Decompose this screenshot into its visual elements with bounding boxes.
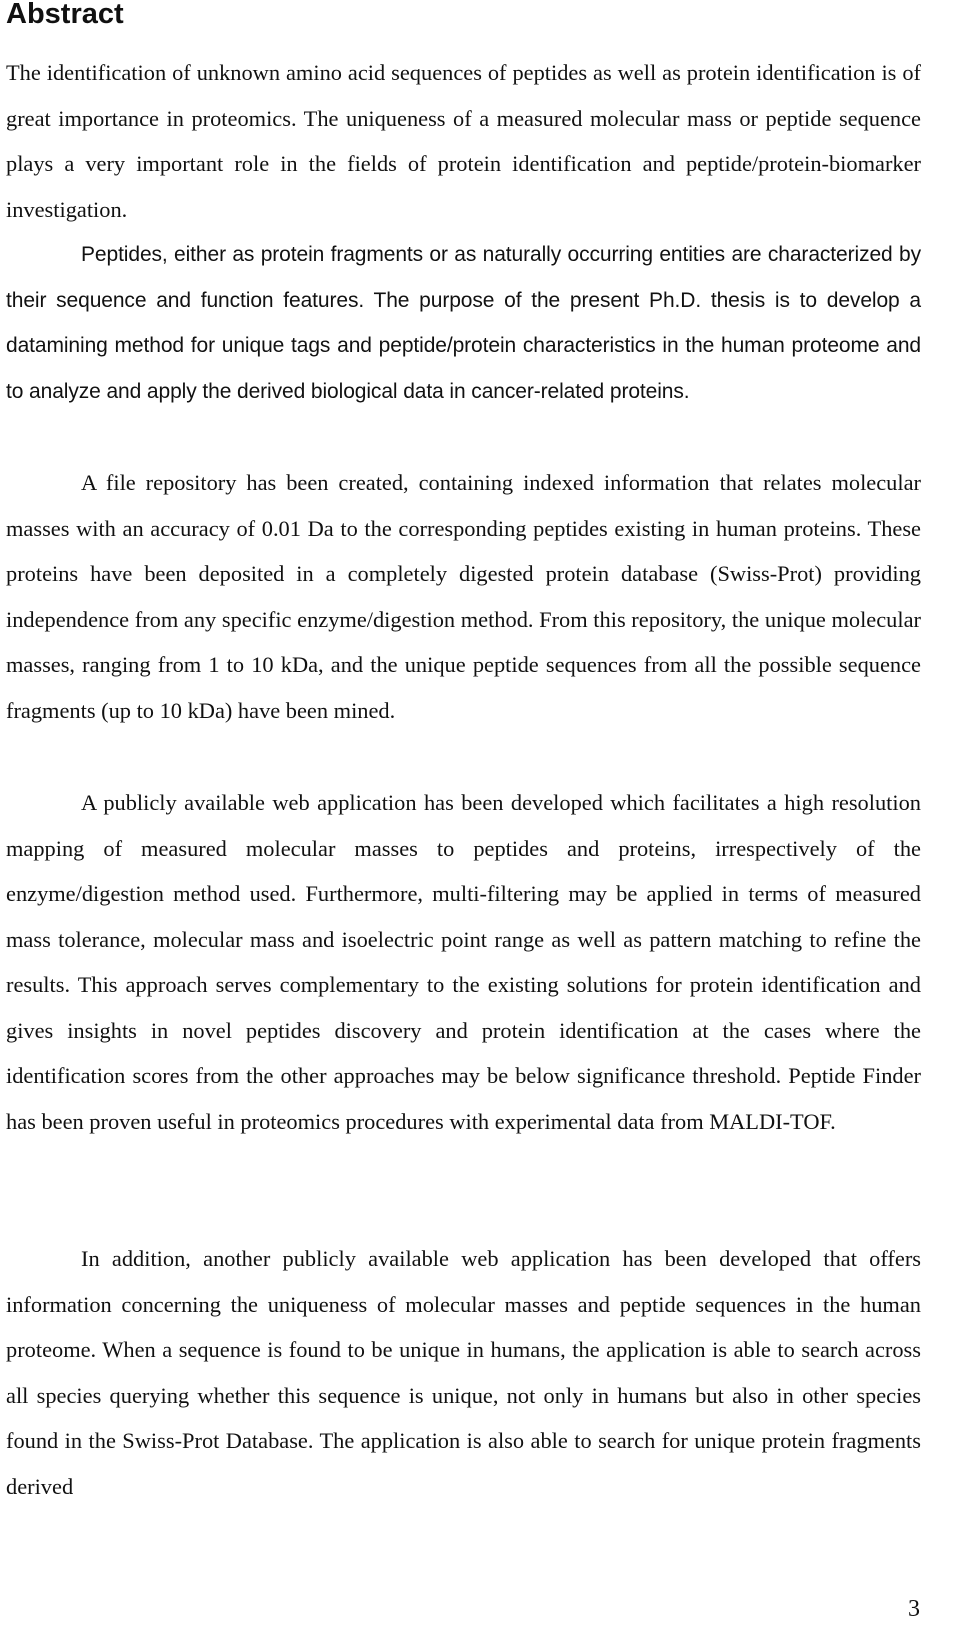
section-heading: Abstract (6, 0, 124, 30)
paragraph-web-application: A publicly available web application has been developed which facilitates a high resolution mapping of measured molecular masses to peptides and proteins, irrespectively of the enzyme/digestion method used. Furthermore, multi-filtering may be applied in terms of measured mass tolerance, molecular mass and isoelectric point range as well as pattern matching to refine the results. This approach serves complementary to the existing solutions for protein identification and gives insights in novel peptides discovery and protein identification at the cases where the identification scores from the other approaches may be below significance threshold. Peptide Finder has been proven useful in proteomics procedures with experimental data from MALDI-TOF. (6, 790, 921, 1134)
paragraph-intro: The identification of unknown amino acid sequences of peptides as well as protein identification is of great importance in proteomics. The uniqueness of a measured molecular mass or peptide sequence plays a very important role in the fields of protein identification and peptide/protein-biomarker investigation. (6, 60, 921, 222)
page-number: 3 (908, 1596, 920, 1622)
paragraph-purpose: Peptides, either as protein fragments or as naturally occurring entities are characterized by their sequence and function features. The purpose of the present Ph.D. thesis is to develop a datamining method for unique tags and peptide/protein characteristics in the human proteome and to analyze and apply the derived biological data in cancer-related proteins. (6, 243, 921, 403)
paragraph-repository: A file repository has been created, containing indexed information that relates molecular masses with an accuracy of 0.01 Da to the corresponding peptides existing in human proteins. These proteins have been deposited in a completely digested protein database (Swiss-Prot) providing independence from any specific enzyme/digestion method. From this repository, the unique molecular masses, ranging from 1 to 10 kDa, and the unique peptide sequences from all the possible sequence fragments (up to 10 kDa) have been mined. (6, 470, 921, 723)
paragraph-second-application: In addition, another publicly available web application has been developed that offers information concerning the uniqueness of molecular masses and peptide sequences in the human proteome. When a sequence is found to be unique in humans, the application is able to search across all species querying whether this sequence is unique, not only in humans but also in other species found in the Swiss-Prot Database. The application is also able to search for unique protein fragments derived (6, 1246, 921, 1499)
